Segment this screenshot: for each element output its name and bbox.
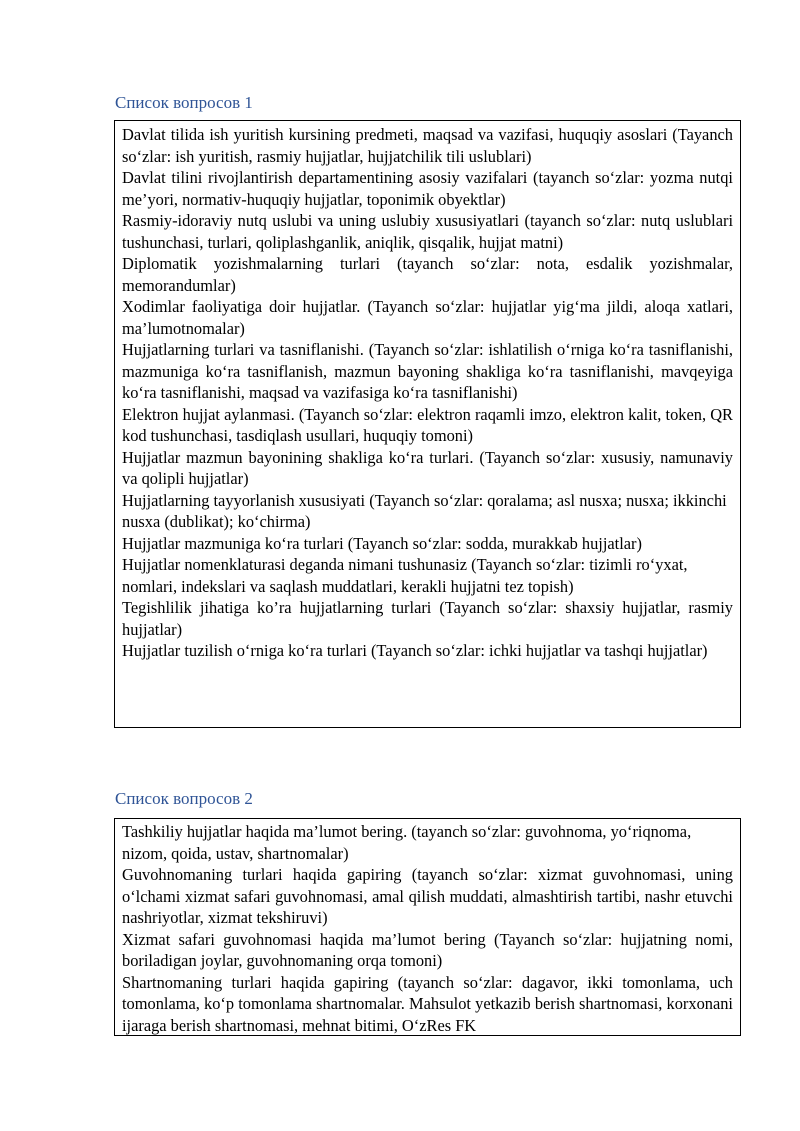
list-item: Tegishlilik jihatiga ko’ra hujjatlarning turlari (Tayanch so‘zlar: shaxsiy hujjatlar, rasmiy hujjatlar)	[122, 598, 733, 639]
question-list-2	[114, 818, 741, 1036]
question-list-1	[114, 120, 741, 728]
list-item: Hujjatlarning turlari va tasniflanishi. (Tayanch so‘zlar: ishlatilish o‘rniga ko‘ra tasniflanishi, mazmuniga ko‘ra tasniflanish, mazmun bayoning shakliga ko‘ra tasniflanishi, mavqeyiga ko‘ra tasniflanishi, maqsad va vazifasiga ko‘ra tasniflanishi)	[122, 340, 733, 402]
list-item: Tashkiliy hujjatlar haqida ma’lumot bering. (tayanch so‘zlar: guvohnoma, yo‘riqnoma, nizom, qoida, ustav, shartnomalar)	[122, 822, 692, 863]
list-item: Xodimlar faoliyatiga doir hujjatlar. (Tayanch so‘zlar: hujjatlar yig‘ma jildi, aloqa xatlari, ma’lumotnomalar)	[122, 297, 733, 338]
list-item: Xizmat safari guvohnomasi haqida ma’lumot bering (Tayanch so‘zlar: hujjatning nomi, boriladigan joylar, guvohnomaning orqa tomoni)	[122, 929, 733, 970]
section-2-title: Список вопросов 2	[115, 789, 253, 808]
list-item: Hujjatlar nomenklaturasi deganda nimani tushunasiz (Tayanch so‘zlar: tizimli ro‘yxat, nomlari, indekslari va saqlash muddatlari, kerakli hujjatni tez topish)	[122, 555, 688, 596]
list-item: Rasmiy-idoraviy nutq uslubi va uning uslubiy xususiyatlari (tayanch so‘zlar: nutq uslublari tushunchasi, turlari, qoliplashganlik, aniqlik, qisqalik, hujjat matni)	[122, 211, 733, 252]
list-item: Elektron hujjat aylanmasi. (Tayanch so‘zlar: elektron raqamli imzo, elektron kalit, token, QR kod tushunchasi, tasdiqlash usullari, huquqiy tomoni)	[122, 404, 733, 445]
list-item: Davlat tilida ish yuritish kursining predmeti, maqsad va vazifasi, huquqiy asoslari (Tayanch so‘zlar: ish yuritish, rasmiy hujjatlar, hujjatchilik tili uslublari)	[122, 125, 733, 166]
list-item: Hujjatlar mazmun bayonining shakliga ko‘ra turlari. (Tayanch so‘zlar: xususiy, namunaviy va qolipli hujjatlar)	[122, 447, 733, 488]
list-item: Diplomatik yozishmalarning turlari (tayanch so‘zlar: nota, esdalik yozishmalar, memorandumlar)	[122, 254, 733, 295]
list-item: Hujjatlarning tayyorlanish xususiyati (Tayanch so‘zlar: qoralama; asl nusxa; nusxa; ikkinchi nusxa (dublikat); ko‘chirma)	[122, 490, 727, 531]
list-item: Guvohnomaning turlari haqida gapiring (tayanch so‘zlar: xizmat guvohnomasi, uning o‘lchami xizmat safari guvohnomasi, amal qilish muddati, almashtirish tartibi, nashr etuvchi nashriyotlar, xizmat tekshiruvi)	[122, 865, 733, 927]
list-item: Hujjatlar mazmuniga ko‘ra turlari (Tayanch so‘zlar: sodda, murakkab hujjatlar)	[122, 533, 642, 553]
list-item: Davlat tilini rivojlantirish departamentining asosiy vazifalari (tayanch so‘zlar: yozma nutqi me’yori, normativ-huquqiy hujjatlar, toponimik obyektlar)	[122, 168, 733, 209]
list-item: Shartnomaning turlari haqida gapiring (tayanch so‘zlar: dagavor, ikki tomonlama, uch tomonlama, ko‘p tomonlama shartnomalar. Mahsulot yetkazib berish shartnomasi, korxonani ijaraga berish shartnomasi, mehnat bitimi, O‘zRes FK	[122, 972, 733, 1035]
section-1-title: Список вопросов 1	[115, 93, 253, 112]
list-item: Hujjatlar tuzilish o‘rniga ko‘ra turlari (Tayanch so‘zlar: ichki hujjatlar va tashqi hujjatlar)	[122, 641, 708, 660]
